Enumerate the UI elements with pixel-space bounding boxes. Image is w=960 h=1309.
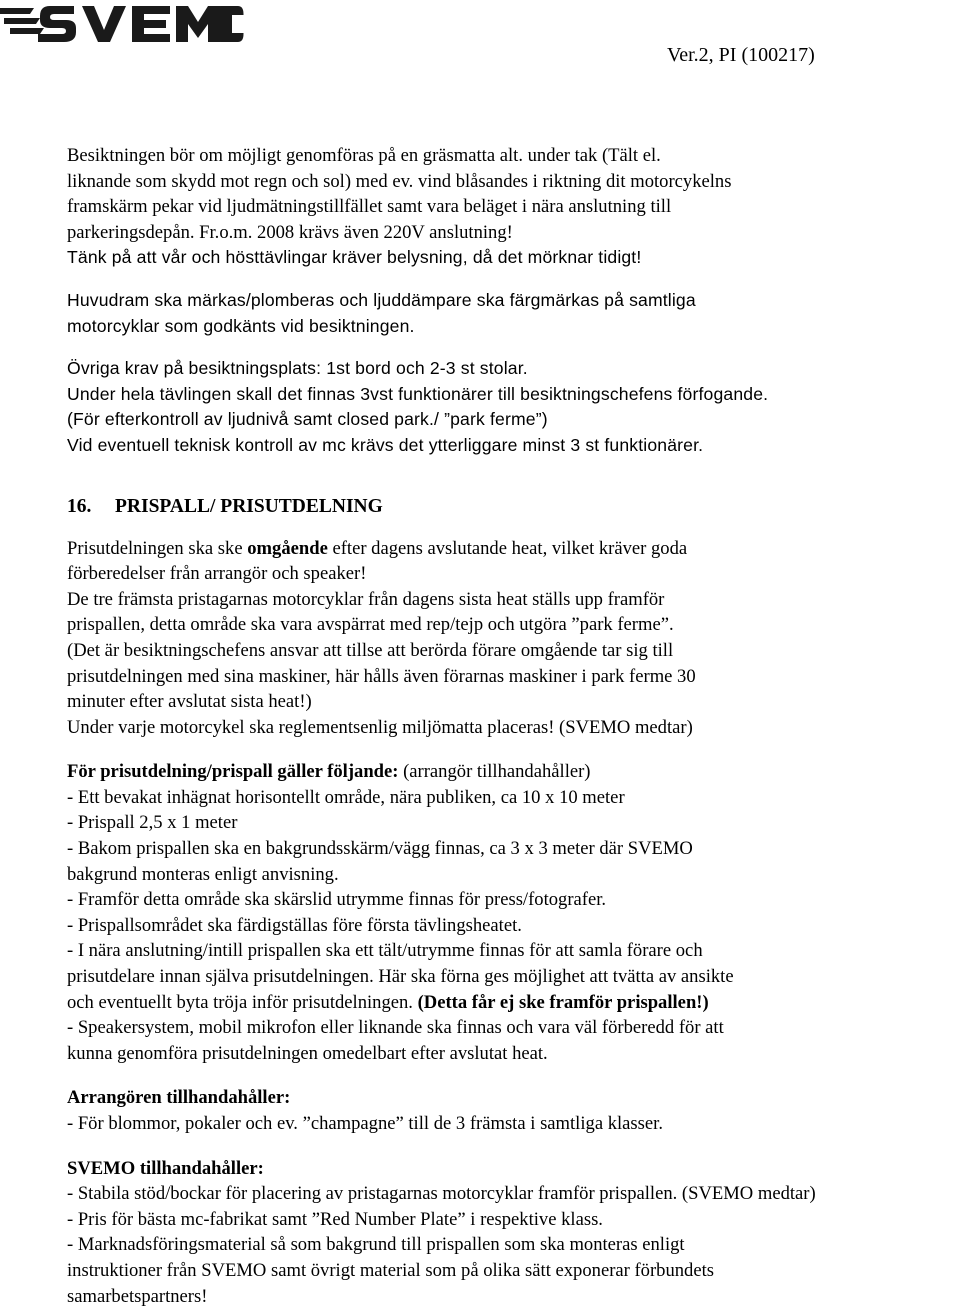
- arranger-list: [67, 1085, 960, 1136]
- text-line: prispallen, detta område ska vara avspärrat med rep/tejp och utgöra ”park ferme”.: [67, 614, 674, 636]
- list-item: bakgrund monteras enligt anvisning.: [67, 863, 339, 885]
- section-number: 16.: [67, 495, 92, 517]
- text-line: motorcyklar som godkänts vid besiktningen.: [67, 315, 415, 336]
- list-item: - Stabila stöd/bockar för placering av pristagarnas motorcyklar framför prispallen. (SVEMO medtar): [67, 1183, 816, 1205]
- section-heading: [67, 494, 960, 519]
- arranger-heading: Arrangören tillhandahåller:: [67, 1087, 291, 1109]
- text-line: Vid eventuell teknisk kontroll av mc krävs det ytterliggare minst 3 st funktionärer.: [67, 434, 704, 455]
- text-line: Under hela tävlingen skall det finnas 3vst funktionärer till besiktningschefens förfogande.: [67, 383, 769, 404]
- text-line: Övriga krav på besiktningsplats: 1st bord och 2-3 st stolar.: [67, 358, 528, 379]
- list-item: - Ett bevakat inhägnat horisontellt område, nära publiken, ca 10 x 10 meter: [67, 786, 625, 808]
- other-requirements-paragraph: [67, 356, 960, 458]
- list-item: - Pris för bästa mc-fabrikat samt ”Red Number Plate” i respektive klass.: [67, 1208, 603, 1230]
- list-item: - Prispall 2,5 x 1 meter: [67, 812, 238, 834]
- text-line: parkeringsdepån. Fr.o.m. 2008 krävs även 220V anslutning!: [67, 221, 513, 243]
- list-item: - Marknadsföringsmaterial så som bakgrund till prispallen som ska monteras enligt: [67, 1234, 685, 1256]
- requirements-list: [67, 759, 960, 1066]
- text-line: Huvudram ska märkas/plomberas och ljuddämpare ska färgmärkas på samtliga: [67, 289, 696, 310]
- svemo-list: [67, 1156, 960, 1309]
- prize-ceremony-paragraph: [67, 536, 960, 741]
- text-line: minuter efter avslutat sista heat!): [67, 691, 312, 713]
- list-item: - Framför detta område ska skärslid utrymme finnas för press/fotografer.: [67, 889, 607, 911]
- requirements-heading: För prisutdelning/prispall gäller följande: (arrangör tillhandahåller): [67, 761, 591, 783]
- text-line: framskärm pekar vid ljudmätningstillfället samt vara beläget i nära anslutning till: [67, 196, 672, 218]
- list-item: instruktioner från SVEMO samt övrigt material som på olika sätt exponerar förbundets: [67, 1259, 715, 1281]
- list-item: - För blommor, pokaler och ev. ”champagne” till de 3 främsta i samtliga klasser.: [67, 1113, 663, 1134]
- inspection-location-paragraph: [67, 143, 960, 271]
- text-line: förberedelser från arrangör och speaker!: [67, 563, 367, 585]
- list-item: - Prispallsområdet ska färdigställas före första tävlingsheatet.: [67, 914, 522, 936]
- text-line: (Det är besiktningschefens ansvar att tillse att berörda förare omgående tar sig till: [67, 639, 674, 661]
- list-item: samarbetspartners!: [67, 1285, 208, 1307]
- marking-paragraph: [67, 288, 960, 339]
- text-line: (För efterkontroll av ljudnivå samt closed park./ ”park ferme”): [67, 409, 548, 430]
- document-body: [67, 143, 960, 1309]
- version-label: Ver.2, PI (100217): [667, 44, 815, 66]
- list-item: - Speakersystem, mobil mikrofon eller liknande ska finnas och vara väl förberedd för att: [67, 1017, 724, 1039]
- text-line: De tre främsta pristagarnas motorcyklar från dagens sista heat ställs upp framför: [67, 588, 665, 610]
- list-item: prisutdelare innan själva prisutdelningen. Här ska förna ges möjlighet att tvätta av ansikte: [67, 966, 734, 988]
- text-line: Besiktningen bör om möjligt genomföras på en gräsmatta alt. under tak (Tält el.: [67, 145, 661, 166]
- text-line: Prisutdelningen ska ske omgående efter dagens avslutande heat, vilket kräver goda: [67, 537, 688, 559]
- lighting-note: Tänk på att vår och hösttävlingar kräver belysning, då det mörknar tidigt!: [67, 247, 642, 268]
- list-item: kunna genomföra prisutdelningen omedelbart efter avslutat heat.: [67, 1042, 548, 1064]
- list-item: - Bakom prispallen ska en bakgrundsskärm/vägg finnas, ca 3 x 3 meter där SVEMO: [67, 838, 693, 860]
- text-line: Under varje motorcykel ska reglementsenlig miljömatta placeras! (SVEMO medtar): [67, 716, 693, 738]
- svemo-heading: SVEMO tillhandahåller:: [67, 1157, 264, 1179]
- section-title: PRISPALL/ PRISUTDELNING: [115, 495, 383, 517]
- text-line: liknande som skydd mot regn och sol) med ev. vind blåsandes i riktning dit motorcykelns: [67, 170, 732, 192]
- list-item: och eventuellt byta tröja inför prisutdelningen. (Detta får ej ske framför prispallen!): [67, 991, 709, 1013]
- svemo-logo: [0, 0, 250, 48]
- list-item: - I nära anslutning/intill prispallen ska ett tält/utrymme finnas för att samla förare och: [67, 940, 703, 962]
- text-line: prisutdelningen med sina maskiner, här hålls även förarnas maskiner i park ferme 30: [67, 665, 696, 687]
